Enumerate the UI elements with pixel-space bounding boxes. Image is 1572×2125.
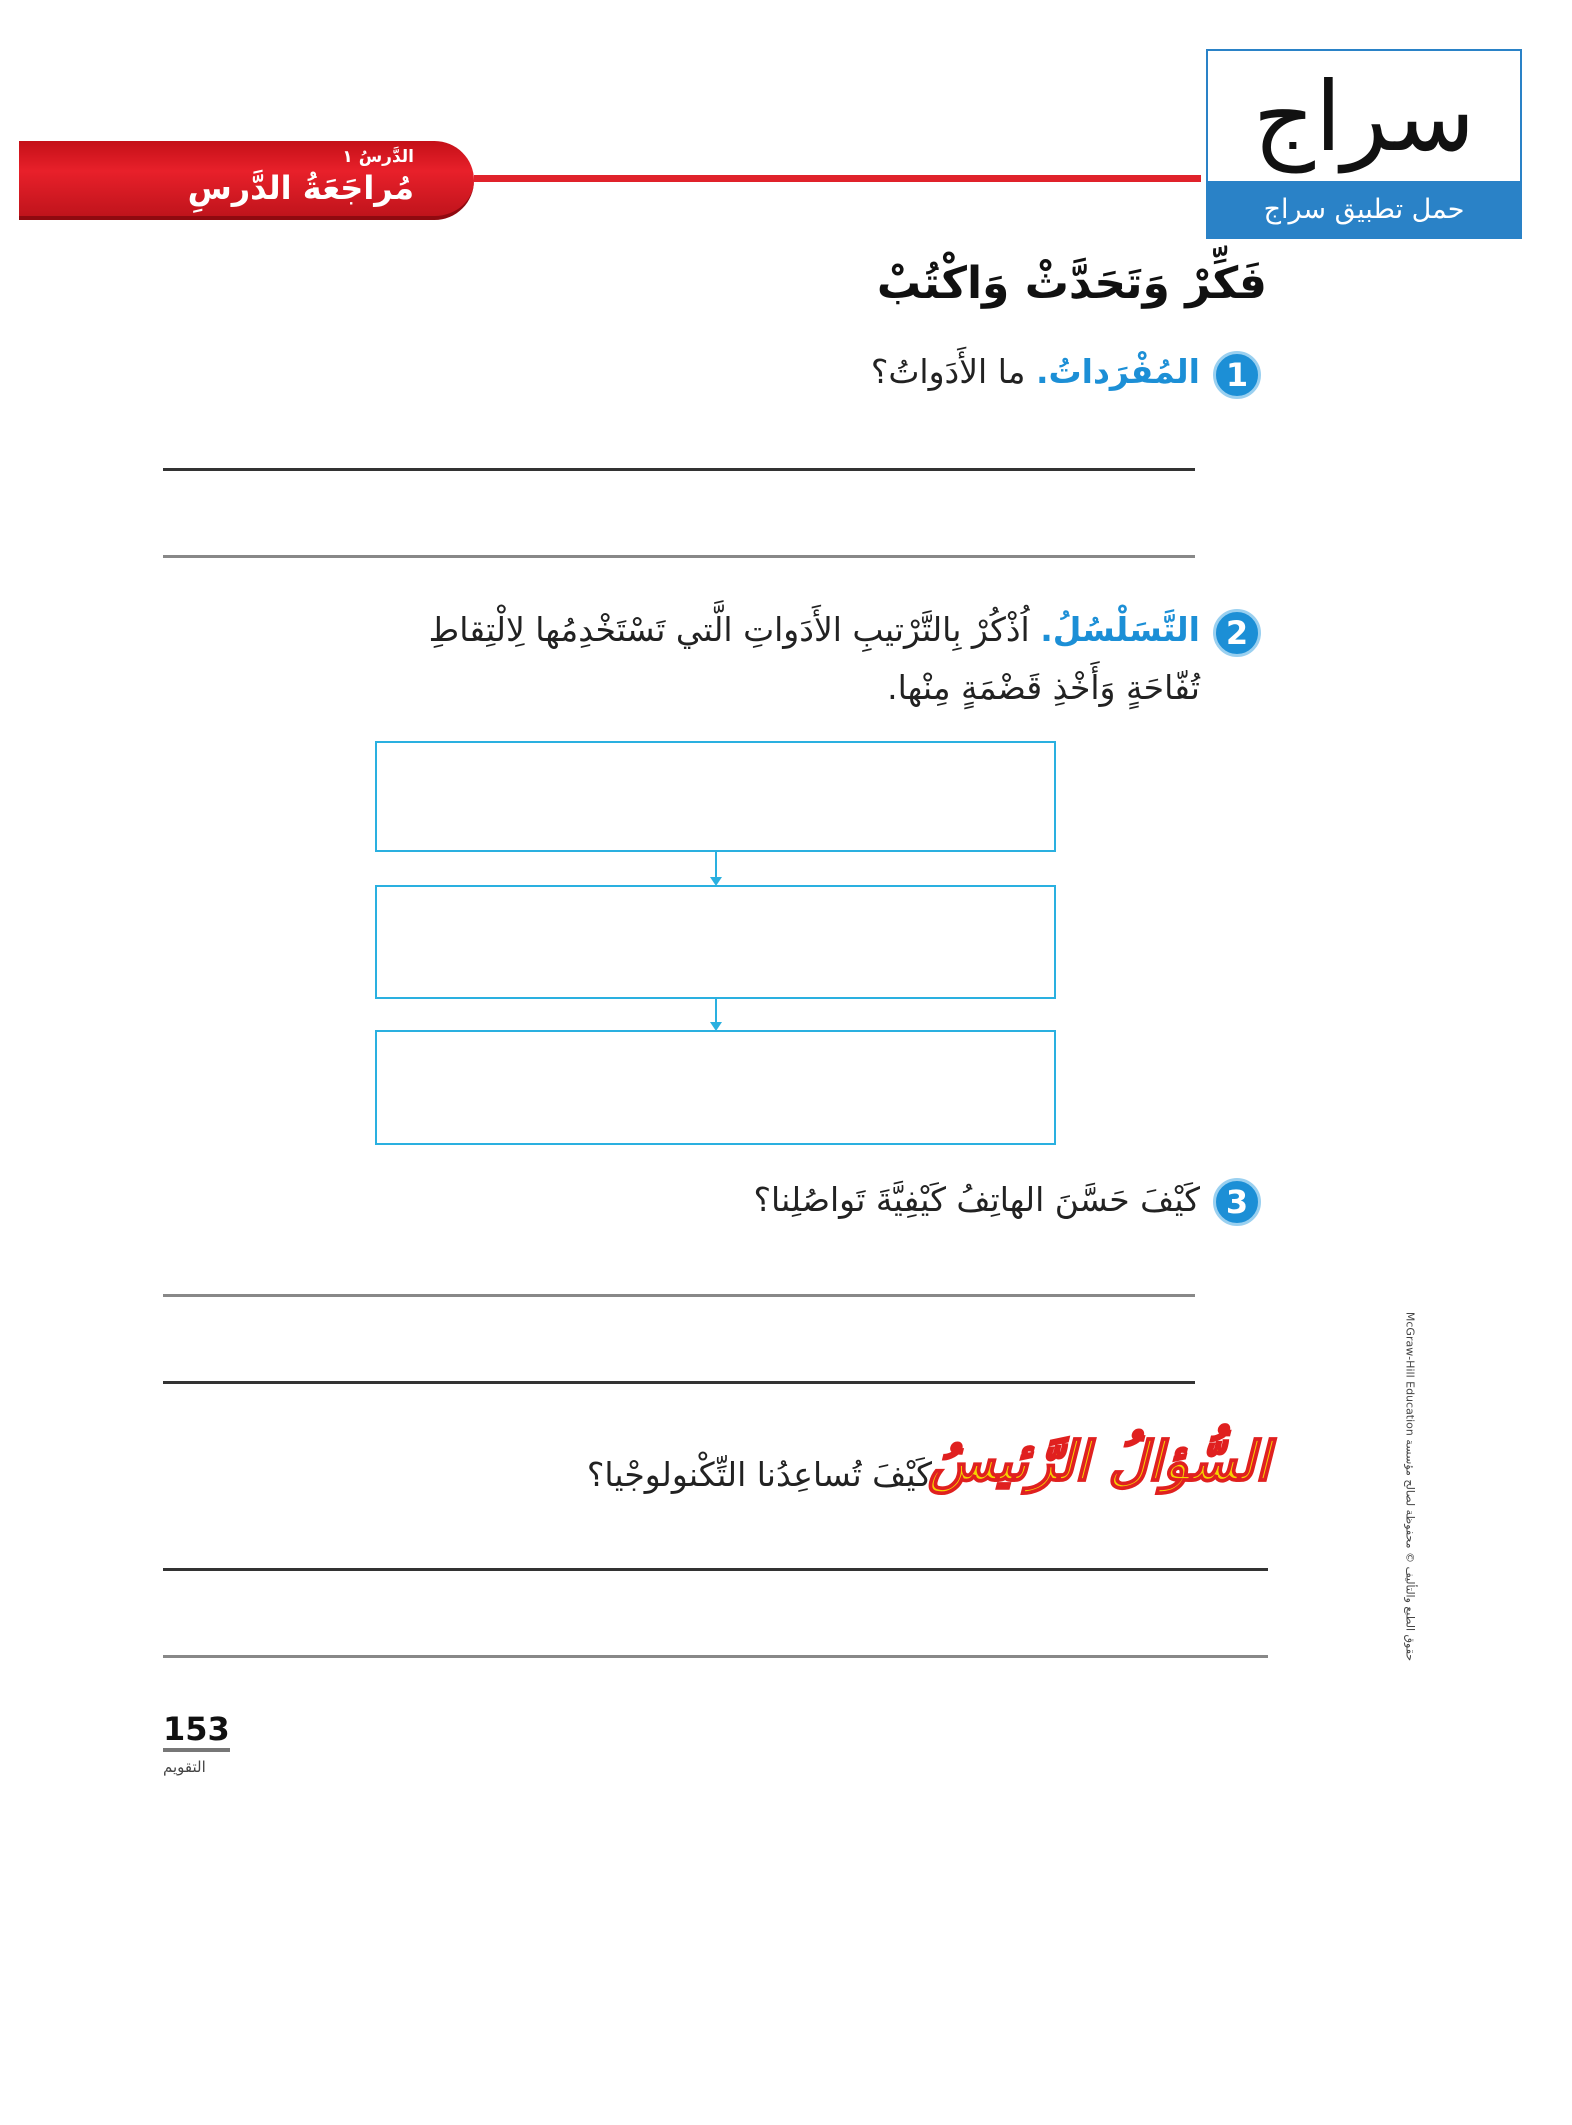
answer-line[interactable] — [163, 1381, 1195, 1384]
question-1-keyword: المُفْرَداتُ. — [1035, 352, 1200, 391]
answer-line[interactable] — [163, 468, 1195, 471]
lesson-label: الدَّرسُ ١ — [342, 147, 414, 167]
section-name: التقويم — [163, 1758, 206, 1776]
section-title: فَكِّرْ وَتَحَدَّثْ وَاكْتُبْ — [876, 258, 1267, 309]
question-2-text: اُذْكُرْ بِالتَّرْتيبِ الأَدَواتِ الَّتي تَسْتَخْدِمُها لِالْتِقاطِ — [428, 610, 1030, 649]
question-2 — [429, 610, 1200, 649]
page-number: 153 — [163, 1710, 230, 1752]
answer-line[interactable] — [163, 1655, 1268, 1658]
header-divider — [474, 175, 1201, 182]
sequence-box-2[interactable] — [375, 885, 1056, 999]
essential-question-text: كَيْفَ تُساعِدُنا التِّكْنولوجْيا؟ — [586, 1455, 932, 1494]
question-2-text-line2: تُفّاحَةٍ وَأَخْذِ قَضْمَةٍ مِنْها. — [887, 668, 1200, 707]
question-2-keyword: التَّسَلْسُلُ. — [1040, 610, 1200, 649]
lesson-banner — [19, 141, 474, 220]
siraj-app-badge[interactable] — [1206, 49, 1522, 239]
question-1-text: ما الأَدَواتُ؟ — [870, 352, 1026, 391]
copyright-notice: حقوق الطبع والتأليف © محفوظة لصالح مؤسسة McGraw-Hill Education — [1403, 1311, 1417, 1662]
answer-line[interactable] — [163, 1568, 1268, 1571]
question-number-2: 2 — [1213, 609, 1261, 657]
lesson-title: مُراجَعَةُ الدَّرسِ — [187, 169, 414, 207]
arrow-down-icon — [715, 999, 717, 1029]
siraj-logo: سراج — [1252, 61, 1476, 173]
question-number-3: 3 — [1213, 1178, 1261, 1226]
essential-question-label: السُّؤالُ الرَّئيسُ — [928, 1430, 1270, 1493]
arrow-down-icon — [715, 852, 717, 884]
question-3-text: كَيْفَ حَسَّنَ الهاتِفُ كَيْفِيَّةَ تَواصُلِنا؟ — [753, 1180, 1200, 1219]
question-1 — [871, 352, 1200, 391]
answer-line[interactable] — [163, 1294, 1195, 1297]
sequence-box-3[interactable] — [375, 1030, 1056, 1145]
answer-line[interactable] — [163, 555, 1195, 558]
question-number-1: 1 — [1213, 351, 1261, 399]
app-download-label: حمل تطبيق سراج — [1208, 181, 1520, 237]
sequence-box-1[interactable] — [375, 741, 1056, 852]
